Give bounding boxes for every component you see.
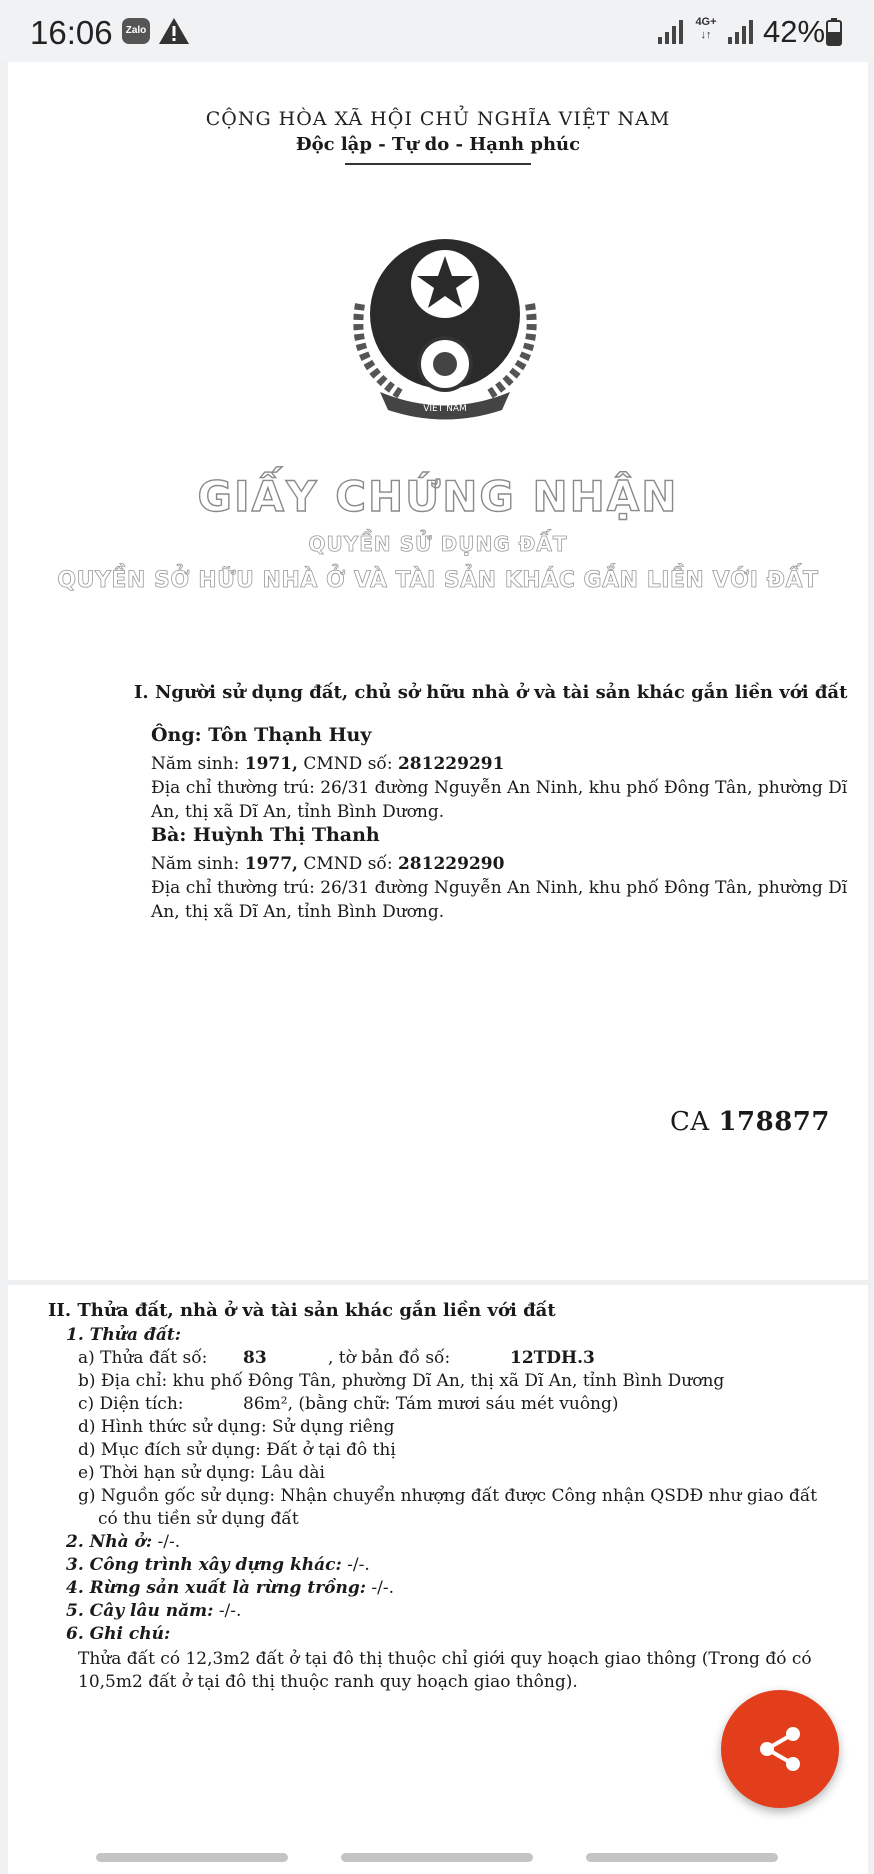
share-button[interactable] [721, 1690, 839, 1808]
id-label: CMND số: [303, 754, 393, 774]
serial-prefix: CA [670, 1107, 710, 1137]
id-number: 281229290 [397, 854, 505, 874]
id-number: 281229291 [397, 754, 505, 774]
warning-icon [158, 16, 190, 46]
usage-purpose-row: d) Mục đích sử dụng: Đất ở tại đô thị [78, 1440, 396, 1460]
perennial-value: -/-. [218, 1601, 242, 1621]
area-label: c) Diện tích: [78, 1394, 184, 1414]
signal-icon [657, 20, 683, 44]
owner-2-name: Bà: Huỳnh Thị Thanh [151, 824, 380, 846]
serial-value: 178877 [718, 1107, 830, 1137]
other-construction-value: -/-. [347, 1555, 370, 1575]
area-row [78, 1394, 619, 1414]
other-construction-row [66, 1555, 370, 1575]
motto-underline [345, 163, 531, 165]
perennial-label: 5. Cây lâu năm: [66, 1601, 214, 1621]
perennial-row [66, 1601, 241, 1621]
document-page-1[interactable] [8, 62, 868, 1280]
owner-1-birth-id [151, 752, 851, 776]
status-time: 16:06 [30, 14, 113, 51]
parcel-number-row [78, 1348, 595, 1368]
usage-form-row: d) Hình thức sử dụng: Sử dụng riêng [78, 1417, 395, 1437]
parcel-label: a) Thửa đất số: [78, 1348, 208, 1368]
certificate-subtitle-1: QUYỀN SỬ DỤNG ĐẤT [308, 532, 568, 556]
signal-icon-2 [727, 20, 753, 44]
owner-2-birth-id [151, 852, 851, 876]
motto: Độc lập - Tự do - Hạnh phúc [295, 134, 581, 155]
svg-text:VIET NAM: VIET NAM [423, 404, 467, 414]
forest-row [66, 1578, 394, 1598]
serial-number [670, 1107, 830, 1137]
section-2-title: II. Thửa đất, nhà ở và tài sản khác gắn liền với đất [48, 1300, 556, 1321]
note-heading: 6. Ghi chú: [66, 1624, 171, 1644]
other-construction-label: 3. Công trình xây dựng khác: [66, 1555, 342, 1575]
house-row [66, 1532, 180, 1552]
forest-label: 4. Rừng sản xuất là rừng trồng: [66, 1578, 367, 1598]
map-sheet-label: , tờ bản đồ số: [328, 1348, 451, 1368]
nav-indicator-1[interactable] [96, 1853, 288, 1862]
battery-icon [826, 18, 842, 46]
birth-label: Năm sinh: [151, 854, 240, 874]
owner-1-address-2: An, thị xã Dĩ An, tỉnh Bình Dương. [151, 802, 445, 822]
certificate-title: GIẤY CHỨNG NHẬN [197, 472, 679, 521]
owner-1-address-1: Địa chỉ thường trú: 26/31 đường Nguyễn An Ninh, khu phố Đông Tân, phường Dĩ [151, 778, 848, 798]
section-1-title: I. Người sử dụng đất, chủ sở hữu nhà ở và tài sản khác gắn liền với đất [134, 682, 848, 703]
zalo-icon: Zalo [122, 18, 150, 44]
national-emblem-icon [330, 224, 560, 424]
map-sheet-value: 12TDH.3 [510, 1348, 595, 1368]
usage-term-row: e) Thời hạn sử dụng: Lâu dài [78, 1463, 325, 1483]
certificate-subtitle-2: QUYỀN SỞ HỮU NHÀ Ở VÀ TÀI SẢN KHÁC GẮN LIỀN VỚI ĐẤT [57, 568, 819, 593]
republic-heading: CỘNG HÒA XÃ HỘI CHỦ NGHĨA VIỆT NAM [205, 108, 671, 130]
owner-2-address-2: An, thị xã Dĩ An, tỉnh Bình Dương. [151, 902, 445, 922]
nav-indicator-2[interactable] [341, 1853, 533, 1862]
area-value: 86m², (bằng chữ: Tám mươi sáu mét vuông) [243, 1394, 619, 1414]
note-line-1: Thửa đất có 12,3m2 đất ở tại đô thị thuộc chỉ giới quy hoạch giao thông (Trong đó có [78, 1649, 812, 1669]
origin-row-1: g) Nguồn gốc sử dụng: Nhận chuyển nhượng đất được Công nhận QSDĐ như giao đất [78, 1486, 818, 1506]
owner-1-name: Ông: Tôn Thạnh Huy [151, 724, 372, 746]
note-line-2: 10,5m2 đất ở tại đô thị thuộc ranh quy hoạch giao thông). [78, 1672, 578, 1692]
house-value: -/-. [157, 1532, 181, 1552]
parcel-value: 83 [243, 1348, 267, 1368]
birth-year: 1977, [244, 854, 298, 874]
nav-indicator-3[interactable] [586, 1853, 778, 1862]
id-label: CMND số: [303, 854, 393, 874]
origin-row-2: có thu tiền sử dụng đất [98, 1509, 299, 1529]
birth-year: 1971, [244, 754, 298, 774]
battery-percentage: 42% [763, 14, 826, 49]
status-bar [0, 0, 874, 62]
owner-2-address-1: Địa chỉ thường trú: 26/31 đường Nguyễn An Ninh, khu phố Đông Tân, phường Dĩ [151, 878, 848, 898]
forest-value: -/-. [371, 1578, 395, 1598]
address-row: b) Địa chỉ: khu phố Đông Tân, phường Dĩ An, thị xã Dĩ An, tỉnh Bình Dương [78, 1371, 725, 1391]
share-icon [755, 1724, 805, 1774]
network-4g-icon: 4G+ ↓↑ [695, 16, 717, 41]
land-parcel-heading: 1. Thửa đất: [66, 1325, 181, 1345]
birth-label: Năm sinh: [151, 754, 240, 774]
house-label: 2. Nhà ở: [66, 1532, 153, 1552]
